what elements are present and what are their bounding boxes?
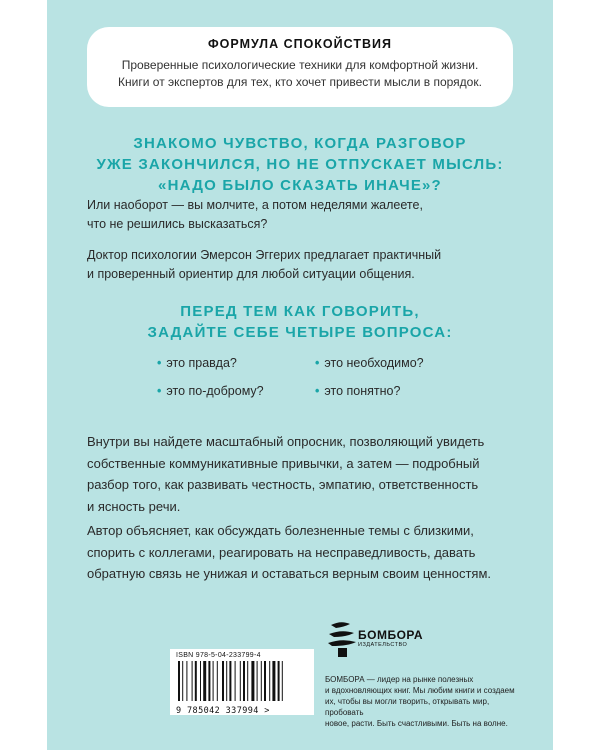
body-paragraph-1 <box>87 431 513 517</box>
publisher-blurb-line-4: новое, расти. Быть счастливыми. Быть на волне. <box>325 719 508 728</box>
intro-paragraph-1 <box>87 196 513 234</box>
publisher-blurb-line-1: БОМБОРА — лидер на рынке полезных <box>325 675 474 684</box>
series-description-line-2: Книги от экспертов для тех, кто хочет привести мысли в порядок. <box>118 75 482 89</box>
question-text: это правда? <box>166 356 237 370</box>
question-item <box>157 383 264 399</box>
barcode-digits: 9 785042 337994 > <box>176 706 270 716</box>
barcode-icon <box>176 661 308 701</box>
publisher-blurb <box>325 674 515 729</box>
body-p1-line-3: разбор того, как развивать честность, эмпатию, ответственность <box>87 477 479 492</box>
body-paragraph-2 <box>87 520 513 585</box>
questions-heading <box>87 301 513 343</box>
bullet-icon: • <box>157 356 162 370</box>
headline-line-2: УЖЕ ЗАКОНЧИЛСЯ, НО НЕ ОТПУСКАЕТ МЫСЛЬ: <box>96 156 504 173</box>
intro-p1-line-2: что не решились высказаться? <box>87 217 268 231</box>
series-description-line-1: Проверенные психологические техники для комфортной жизни. <box>121 58 479 72</box>
question-item <box>157 355 237 371</box>
bullet-icon: • <box>315 356 320 370</box>
question-text: это необходимо? <box>324 356 424 370</box>
body-p2-line-3: обратную связь не унижая и оставаться верным своим ценностям. <box>87 566 492 581</box>
body-p2-line-2: спорить с коллегами, реагировать на несправедливость, давать <box>87 544 476 560</box>
body-p1-line-2: собственные коммуникативные привычки, а затем — подробный <box>87 455 480 471</box>
publisher-name: БОМБОРА <box>358 628 424 642</box>
barcode-box <box>170 649 314 715</box>
publisher-blurb-line-3: их, чтобы вы могли творить, открывать мир, пробовать <box>325 697 490 717</box>
series-title: ФОРМУЛА СПОКОЙСТВИЯ <box>208 37 392 51</box>
intro-p1-line-1: Или наоборот — вы молчите, а потом неделями жалеете, <box>87 198 423 212</box>
questions-heading-line-1: ПЕРЕД ТЕМ КАК ГОВОРИТЬ, <box>180 303 420 320</box>
publisher-sub: ИЗДАТЕЛЬСТВО <box>358 642 408 648</box>
book-back-cover <box>47 0 553 750</box>
body-p1-line-1: Внутри вы найдете масштабный опросник, позволяющий увидеть <box>87 434 485 449</box>
headline-line-3: «НАДО БЫЛО СКАЗАТЬ ИНАЧЕ»? <box>158 177 442 194</box>
bullet-icon: • <box>315 384 320 398</box>
body-p1-line-4: и ясность речи. <box>87 498 181 514</box>
headline <box>87 133 513 196</box>
publisher-blurb-line-2: и вдохновляющих книг. Мы любим книги и создаем <box>325 686 515 695</box>
bombora-logo-icon <box>326 619 358 659</box>
body-p2-line-1: Автор объясняет, как обсуждать болезненные темы с близкими, <box>87 523 474 538</box>
headline-line-1: ЗНАКОМО ЧУВСТВО, КОГДА РАЗГОВОР <box>133 135 467 152</box>
question-item <box>315 383 400 399</box>
intro-p2-line-2: и проверенный ориентир для любой ситуации общения. <box>87 267 415 281</box>
questions-heading-line-2: ЗАДАЙТЕ СЕБЕ ЧЕТЫРЕ ВОПРОСА: <box>147 324 453 341</box>
bullet-icon: • <box>157 384 162 398</box>
series-box <box>87 27 513 107</box>
isbn-label: ISBN 978-5-04-233799-4 <box>176 652 261 659</box>
question-text: это по-доброму? <box>166 384 264 398</box>
intro-p2-line-1: Доктор психологии Эмерсон Эггерих предлагает практичный <box>87 248 442 262</box>
intro-paragraph-2 <box>87 246 513 284</box>
question-text: это понятно? <box>324 384 401 398</box>
question-item <box>315 355 424 371</box>
